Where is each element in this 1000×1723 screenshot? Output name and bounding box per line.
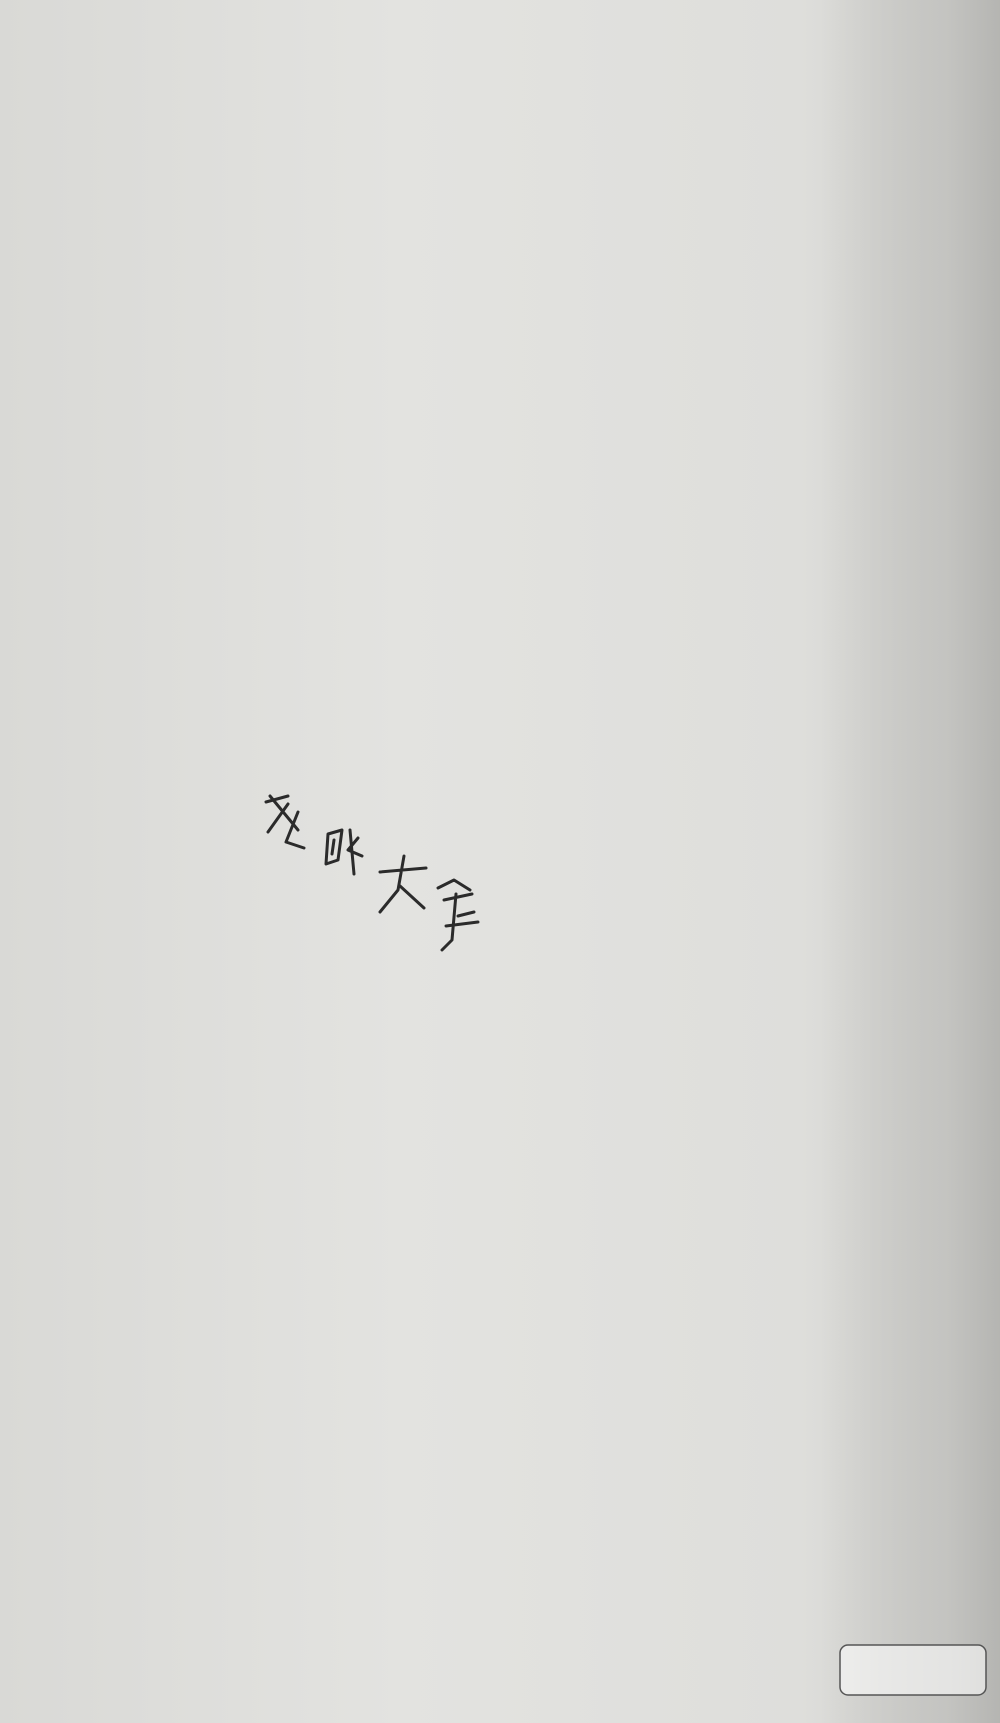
page-content [88,62,818,119]
pencil-handwriting [258,790,498,970]
module-title [88,97,818,118]
passage-section-four [88,62,818,83]
site-watermark-logo [838,1643,988,1713]
page-shadow-edge [820,0,1000,1723]
passage-line [88,62,818,83]
